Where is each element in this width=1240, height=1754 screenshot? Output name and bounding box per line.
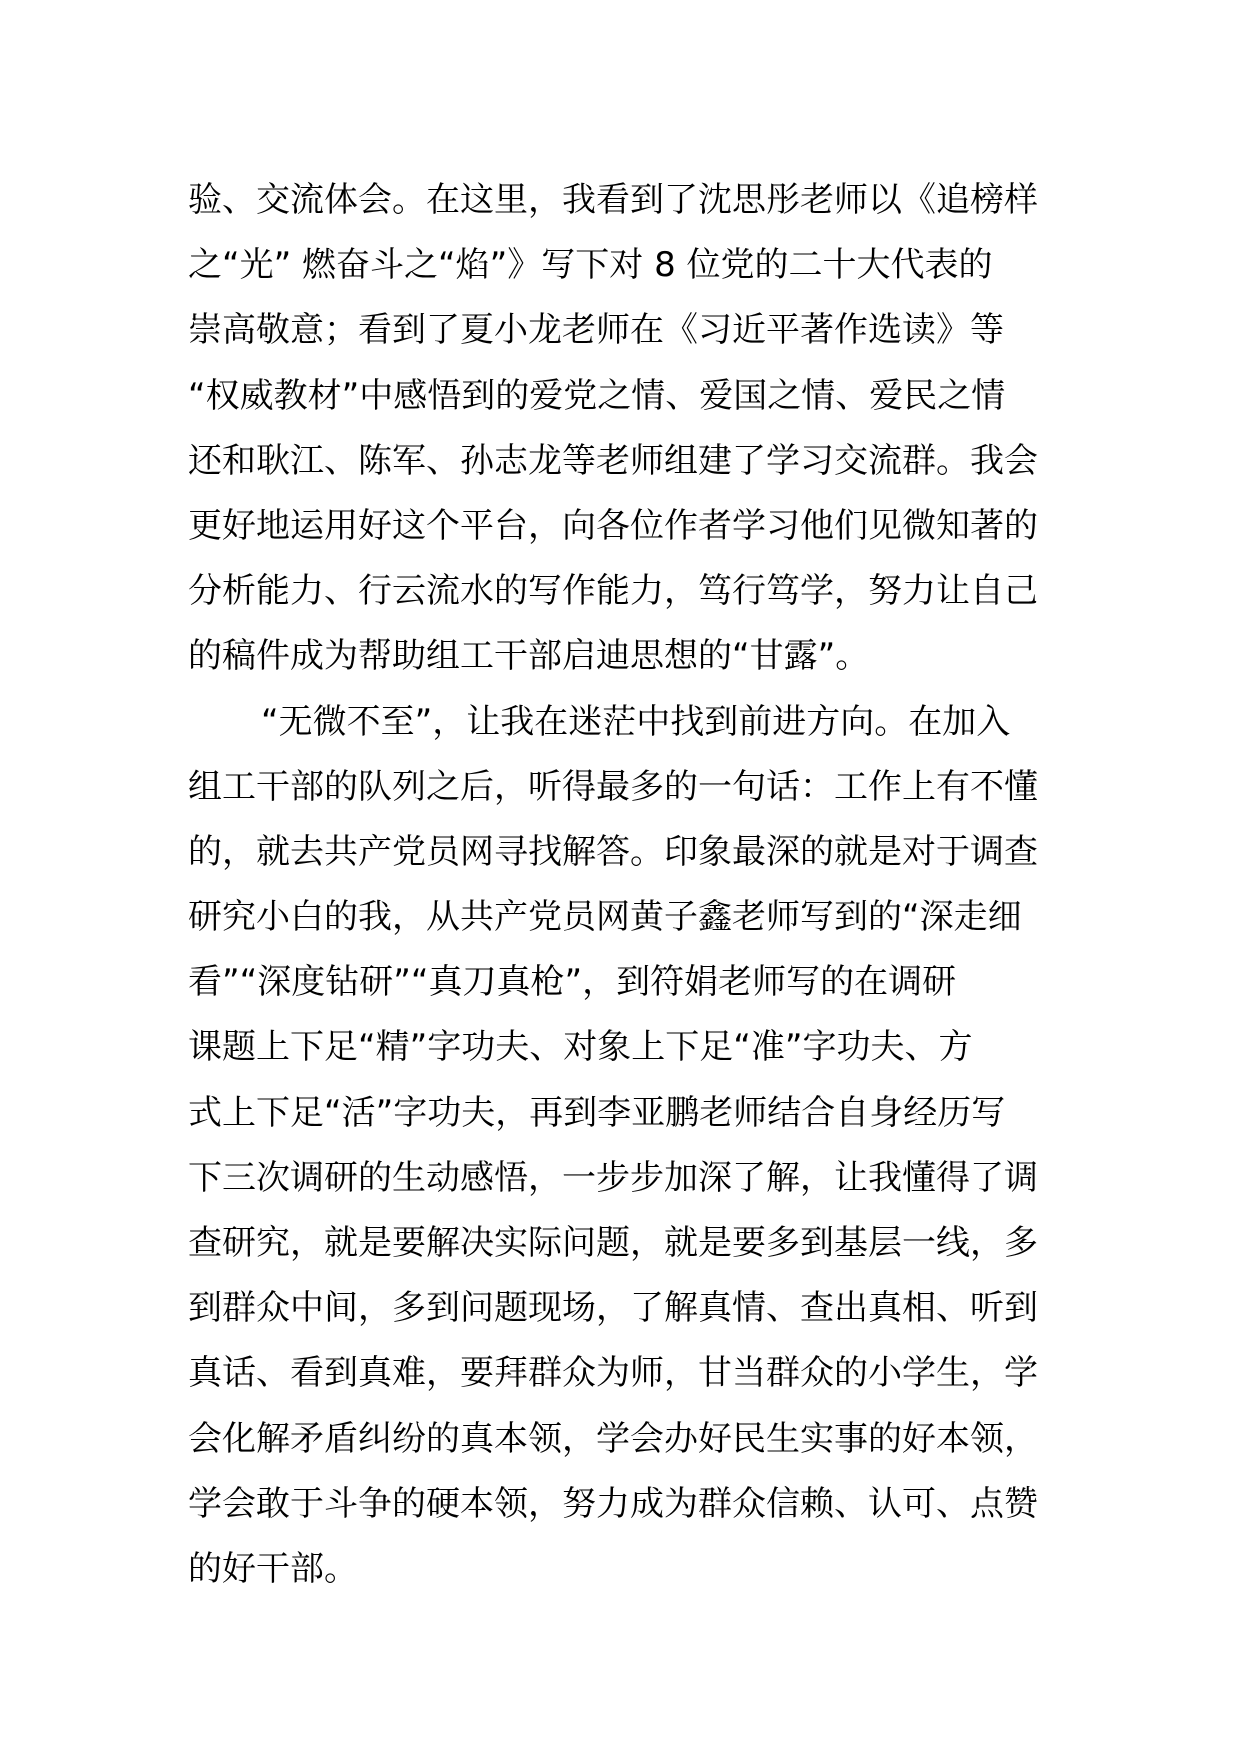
text-line: 研究小白的我，从共产党员网黄子鑫老师写到的“深走细: [188, 897, 1022, 938]
text-line: “无微不至”，让我在迷茫中找到前进方向。在加入: [261, 701, 1011, 742]
text-line: 查研究，就是要解决实际问题，就是要多到基层一线，多: [188, 1223, 1038, 1263]
text-line: 组工干部的队列之后，听得最多的一句话：工作上有不懂: [188, 766, 1038, 807]
text-line: “权威教材”中感悟到的爱党之情、爱国之情、爱民之情: [188, 375, 1006, 416]
text-line: 下三次调研的生动感悟，一步步加深了解，让我懂得了调: [188, 1157, 1038, 1198]
text-line: 学会敢于斗争的硬本领，努力成为群众信赖、认可、点赞: [188, 1483, 1038, 1524]
text-line: 验、交流体会。在这里，我看到了沈思彤老师以《追榜样: [188, 180, 1038, 220]
text-line: 还和耿江、陈军、孙志龙等老师组建了学习交流群。我会: [188, 440, 1038, 481]
text-line: 的，就去共产党员网寻找解答。印象最深的就是对于调查: [188, 831, 1038, 872]
text-line: 分析能力、行云流水的写作能力，笃行笃学，努力让自己: [188, 571, 1038, 612]
body-text: [188, 168, 1068, 1602]
text-line: 到群众中间，多到问题现场，了解真情、查出真相、听到: [188, 1288, 1038, 1329]
text-line: 课题上下足“精”字功夫、对象上下足“准”字功夫、方: [188, 1027, 973, 1068]
text-line: 崇高敬意；看到了夏小龙老师在《习近平著作选读》等: [188, 310, 1004, 351]
text-line: 的好干部。: [188, 1548, 358, 1589]
text-line: 的稿件成为帮助组工干部启迪思想的“甘露”。: [188, 636, 870, 677]
text-line: 之“光” 燃奋斗之“焰”》写下对 8 位党的二十大代表的: [188, 245, 993, 286]
text-line: 真话、看到真难，要拜群众为师，甘当群众的小学生，学: [188, 1353, 1038, 1394]
text-line: 更好地运用好这个平台，向各位作者学习他们见微知著的: [188, 505, 1038, 546]
text-line: 会化解矛盾纠纷的真本领，学会办好民生实事的好本领，: [188, 1418, 1038, 1459]
text-line: 看”“深度钻研”“真刀真枪”，到符娟老师写的在调研: [188, 962, 957, 1003]
text-line: 式上下足“活”字功夫，再到李亚鹏老师结合自身经历写: [188, 1092, 1006, 1133]
